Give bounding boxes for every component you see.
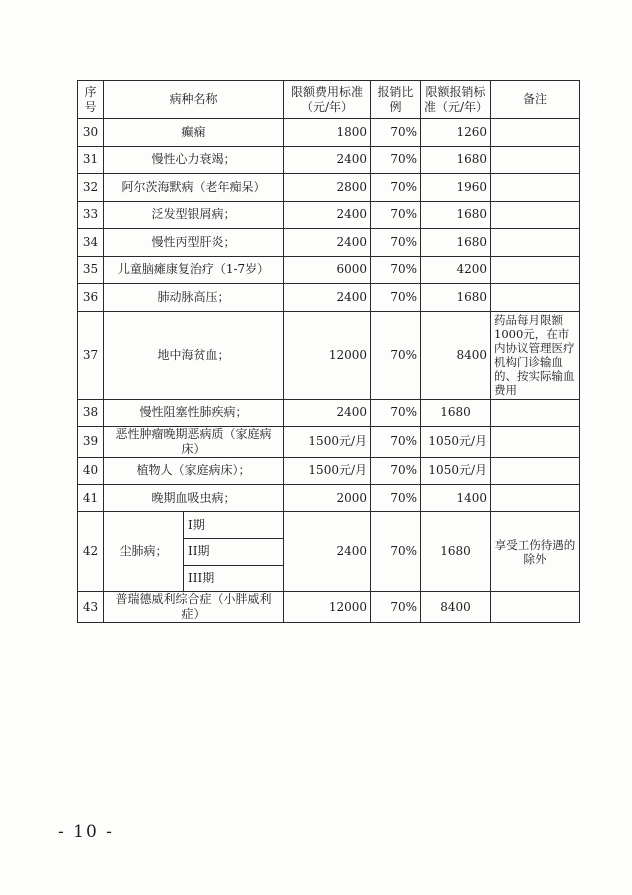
disease-name-cell: 慢性心力衰竭； bbox=[104, 146, 284, 174]
fee-limit-cell: 1800 bbox=[284, 119, 371, 147]
reimbursement-ratio-cell: 70% bbox=[371, 592, 421, 623]
disease-name-cell: 泛发型银屑病； bbox=[104, 201, 284, 229]
reimbursement-ratio-cell: 70% bbox=[371, 485, 421, 512]
remark-cell bbox=[491, 146, 580, 174]
fee-limit-cell: 2400 bbox=[284, 399, 371, 426]
table-row bbox=[78, 256, 580, 284]
fee-limit-cell: 2400 bbox=[284, 229, 371, 257]
header-remark: 备注 bbox=[491, 81, 580, 119]
row-number-cell: 32 bbox=[78, 174, 104, 202]
stage-cell: I期 bbox=[184, 512, 284, 539]
table-row bbox=[78, 201, 580, 229]
reimbursement-ratio-cell: 70% bbox=[371, 256, 421, 284]
row-number-cell: 38 bbox=[78, 399, 104, 426]
remark-cell bbox=[491, 256, 580, 284]
reimbursement-ratio-cell: 70% bbox=[371, 201, 421, 229]
header-reimbursement-limit bbox=[421, 81, 491, 119]
row-number-cell: 35 bbox=[78, 256, 104, 284]
remark-cell: 药品每月限额1000元，在市内协议管理医疗机构门诊输血的、按实际输血费用 bbox=[491, 311, 580, 399]
row-number-cell: 42 bbox=[78, 512, 104, 592]
disease-name-cell: 植物人（家庭病床）； bbox=[104, 457, 284, 484]
reimbursement-ratio-cell: 70% bbox=[371, 119, 421, 147]
disease-name-cell: 慢性阻塞性肺疾病； bbox=[104, 399, 284, 426]
reimbursement-limit-cell: 8400 bbox=[421, 592, 491, 623]
reimbursement-limit-cell: 1680 bbox=[421, 229, 491, 257]
header-fee-line2: （元/年） bbox=[300, 99, 354, 114]
reimbursement-ratio-cell: 70% bbox=[371, 146, 421, 174]
fee-limit-cell: 6000 bbox=[284, 256, 371, 284]
header-seq-line2: 号 bbox=[84, 99, 97, 114]
table-row bbox=[78, 119, 580, 147]
header-seq bbox=[78, 81, 104, 119]
table-row bbox=[78, 592, 580, 623]
table-row bbox=[78, 311, 580, 399]
header-seq-line1: 序 bbox=[84, 84, 97, 99]
stage-cell: II期 bbox=[184, 538, 284, 565]
reimbursement-limit-cell: 1050元/月 bbox=[421, 426, 491, 457]
reimbursement-ratio-cell: 70% bbox=[371, 284, 421, 312]
row-number-cell: 34 bbox=[78, 229, 104, 257]
stage-cell: III期 bbox=[184, 565, 284, 592]
reimbursement-limit-cell: 1680 bbox=[421, 146, 491, 174]
header-reimbursement-ratio: 报销比例 bbox=[371, 81, 421, 119]
reimbursement-ratio-cell: 70% bbox=[371, 426, 421, 457]
disease-name-cell: 儿童脑瘫康复治疗（1-7岁） bbox=[104, 256, 284, 284]
reimbursement-limit-cell: 1400 bbox=[421, 485, 491, 512]
remark-cell bbox=[491, 399, 580, 426]
fee-limit-cell: 2400 bbox=[284, 201, 371, 229]
remark-cell bbox=[491, 229, 580, 257]
header-fee-line1: 限额费用标准 bbox=[291, 84, 364, 99]
table-row bbox=[78, 284, 580, 312]
row-number-cell: 30 bbox=[78, 119, 104, 147]
disease-name-cell: 慢性丙型肝炎； bbox=[104, 229, 284, 257]
reimbursement-limit-cell: 1680 bbox=[421, 399, 491, 426]
header-row bbox=[78, 81, 580, 119]
fee-limit-cell: 12000 bbox=[284, 592, 371, 623]
reimbursement-limit-cell: 1260 bbox=[421, 119, 491, 147]
fee-limit-cell: 2400 bbox=[284, 146, 371, 174]
reimbursement-limit-cell: 1960 bbox=[421, 174, 491, 202]
remark-cell: 享受工伤待遇的除外 bbox=[491, 512, 580, 592]
reimbursement-limit-cell: 1680 bbox=[421, 201, 491, 229]
reimbursement-limit-cell: 1050元/月 bbox=[421, 457, 491, 484]
remark-cell bbox=[491, 592, 580, 623]
remark-cell bbox=[491, 426, 580, 457]
table-row bbox=[78, 457, 580, 484]
reimbursement-ratio-cell: 70% bbox=[371, 229, 421, 257]
disease-reimbursement-table bbox=[77, 80, 580, 623]
reimbursement-ratio-cell: 70% bbox=[371, 174, 421, 202]
row-number-cell: 41 bbox=[78, 485, 104, 512]
header-disease-name: 病种名称 bbox=[104, 81, 284, 119]
remark-cell bbox=[491, 485, 580, 512]
disease-name-cell: 恶性肿瘤晚期恶病质（家庭病床） bbox=[104, 426, 284, 457]
fee-limit-cell: 1500元/月 bbox=[284, 426, 371, 457]
remark-cell bbox=[491, 119, 580, 147]
remark-cell bbox=[491, 284, 580, 312]
reimbursement-ratio-cell: 70% bbox=[371, 399, 421, 426]
disease-name-cell: 普瑞德威利综合症（小胖威利症） bbox=[104, 592, 284, 623]
reimbursement-ratio-cell: 70% bbox=[371, 311, 421, 399]
remark-cell bbox=[491, 174, 580, 202]
page-number: - 10 - bbox=[58, 822, 114, 842]
fee-limit-cell: 1500元/月 bbox=[284, 457, 371, 484]
table-row bbox=[78, 512, 580, 539]
fee-limit-cell: 2400 bbox=[284, 284, 371, 312]
disease-name-cell: 肺动脉高压； bbox=[104, 284, 284, 312]
disease-name-cell: 晚期血吸虫病； bbox=[104, 485, 284, 512]
remark-cell bbox=[491, 201, 580, 229]
fee-limit-cell: 2000 bbox=[284, 485, 371, 512]
header-reimb-line1: 限额报销标 bbox=[425, 84, 486, 99]
row-number-cell: 39 bbox=[78, 426, 104, 457]
header-reimb-line2: 准（元/年） bbox=[424, 99, 489, 114]
header-fee-limit bbox=[284, 81, 371, 119]
row-number-cell: 40 bbox=[78, 457, 104, 484]
fee-limit-cell: 12000 bbox=[284, 311, 371, 399]
row-number-cell: 31 bbox=[78, 146, 104, 174]
table-row bbox=[78, 399, 580, 426]
table-row bbox=[78, 229, 580, 257]
reimbursement-limit-cell: 1680 bbox=[421, 512, 491, 592]
reimbursement-ratio-cell: 70% bbox=[371, 512, 421, 592]
disease-name-cell: 地中海贫血； bbox=[104, 311, 284, 399]
table-row bbox=[78, 174, 580, 202]
fee-limit-cell: 2400 bbox=[284, 512, 371, 592]
row-number-cell: 43 bbox=[78, 592, 104, 623]
row-number-cell: 37 bbox=[78, 311, 104, 399]
table-row bbox=[78, 426, 580, 457]
disease-name-cell: 尘肺病； bbox=[104, 512, 184, 592]
reimbursement-limit-cell: 1680 bbox=[421, 284, 491, 312]
row-number-cell: 36 bbox=[78, 284, 104, 312]
table-row bbox=[78, 146, 580, 174]
table-body bbox=[78, 119, 580, 623]
table-row bbox=[78, 485, 580, 512]
reimbursement-ratio-cell: 70% bbox=[371, 457, 421, 484]
disease-name-cell: 癫痫 bbox=[104, 119, 284, 147]
reimbursement-limit-cell: 4200 bbox=[421, 256, 491, 284]
reimbursement-limit-cell: 8400 bbox=[421, 311, 491, 399]
remark-cell bbox=[491, 457, 580, 484]
fee-limit-cell: 2800 bbox=[284, 174, 371, 202]
disease-name-cell: 阿尔茨海默病（老年痴呆） bbox=[104, 174, 284, 202]
row-number-cell: 33 bbox=[78, 201, 104, 229]
